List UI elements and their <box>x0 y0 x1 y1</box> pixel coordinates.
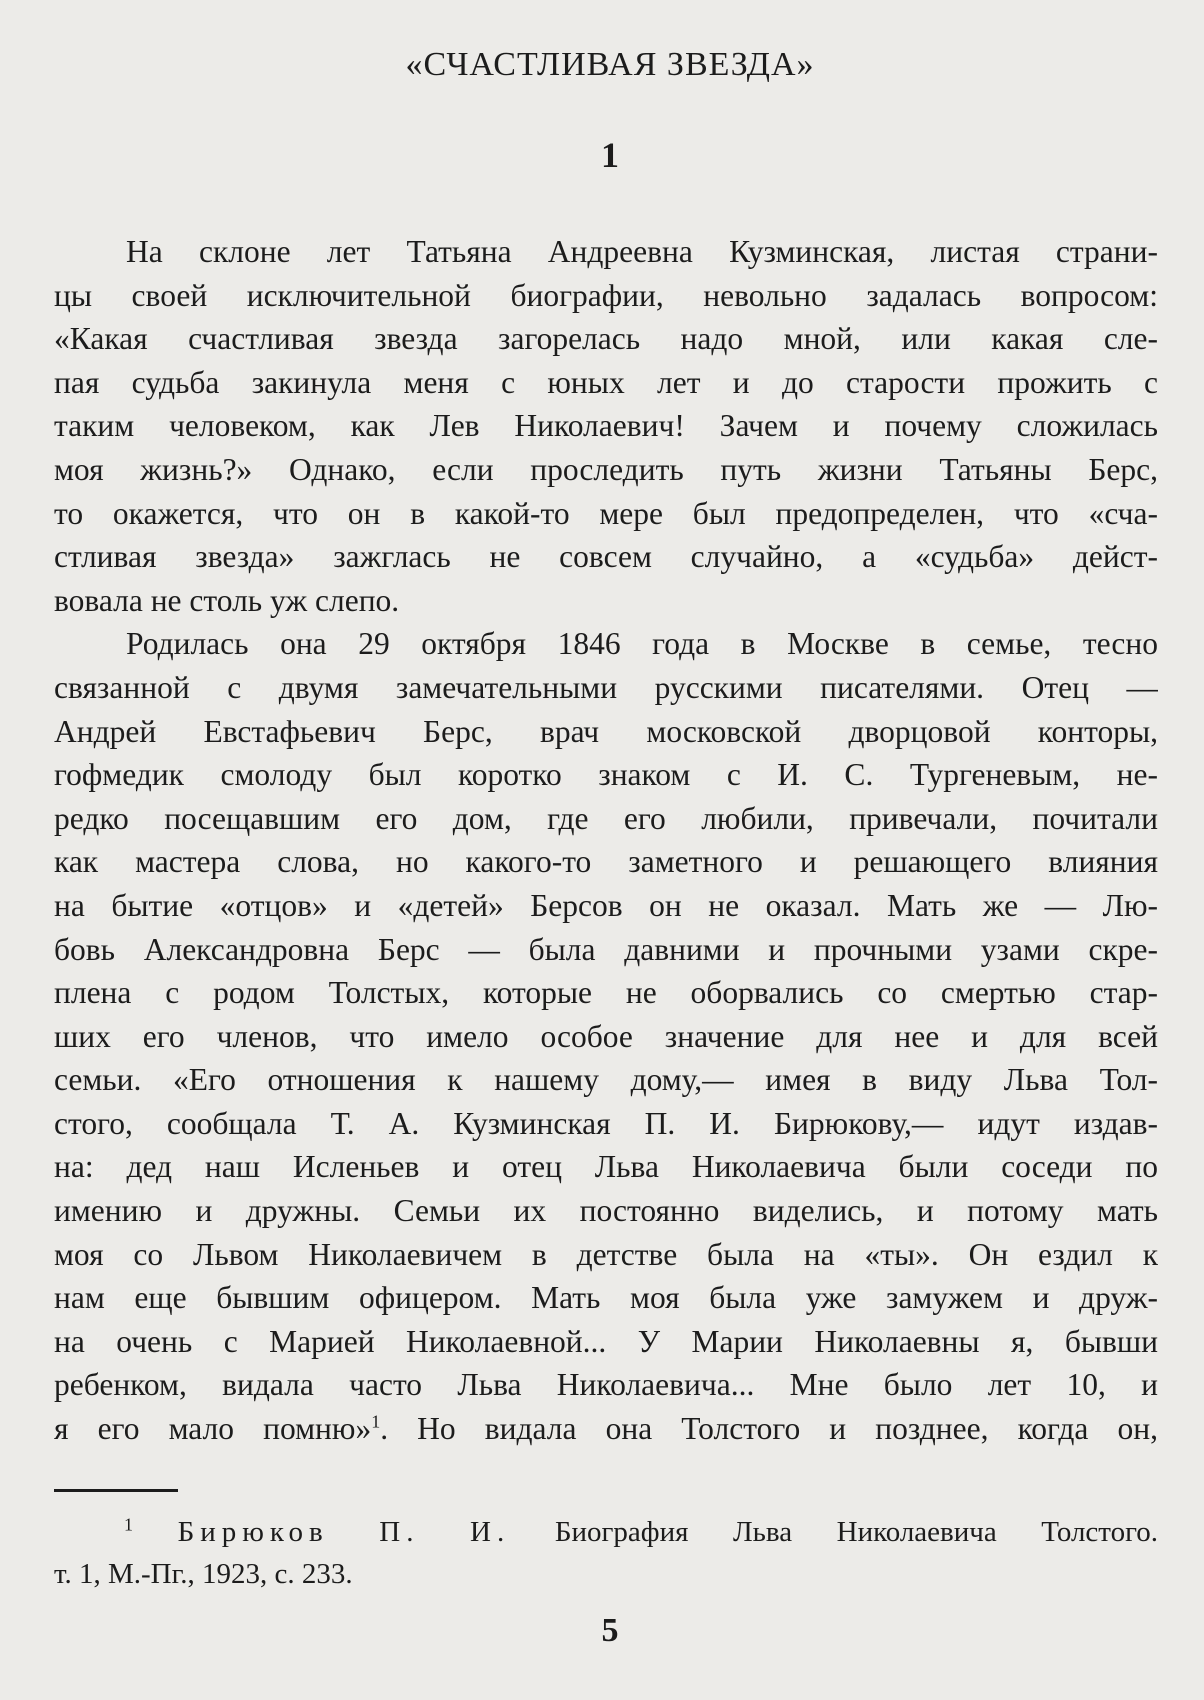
text-fragment: . Но видала она Толстого и позднее, когда он, <box>380 1411 1158 1447</box>
chapter-title: «СЧАСТЛИВАЯ ЗВЕЗДА» <box>405 46 815 83</box>
page-number: 5 <box>601 1612 619 1649</box>
text-line: ших его членов, что имело особое значение для нее и для всей <box>54 1018 1158 1054</box>
text-line: вовала не столь уж слепо. <box>54 582 400 618</box>
text-fragment: я его мало помню» <box>54 1411 372 1447</box>
text-line: на бытие «отцов» и «детей» Берсов он не оказал. Мать же — Лю- <box>54 887 1158 923</box>
text-line: стого, сообщала Т. А. Кузминская П. И. Бирюкову,— идут издав- <box>54 1105 1158 1141</box>
footnote-marker: 1 <box>124 1514 133 1535</box>
paragraph-2 <box>54 622 1158 1450</box>
text-line: моя со Львом Николаевичем в детстве была на «ты». Он ездил к <box>54 1236 1158 1272</box>
text-line: стливая звезда» зажглась не совсем случайно, а «судьба» дейст- <box>54 539 1158 575</box>
footnote-author: Бирюков П. И. <box>177 1516 511 1548</box>
footnote-divider <box>54 1489 178 1492</box>
text-line: редко посещавшим его дом, где его любили, привечали, почитали <box>54 800 1158 836</box>
text-line: Родилась она 29 октября 1846 года в Москве в семье, тесно <box>126 626 1158 662</box>
text-line: на очень с Марией Николаевной... У Марии Николаевны я, бывши <box>54 1323 1158 1359</box>
text-line: нам еще бывшим офицером. Мать моя была уже замужем и друж- <box>54 1280 1158 1316</box>
text-line: плена с родом Толстых, которые не оборвались со смертью стар- <box>54 975 1158 1011</box>
text-line: На склоне лет Татьяна Андреевна Кузминская, листая страни- <box>126 234 1158 269</box>
footnote-line: т. 1, М.-Пг., 1923, с. 233. <box>54 1558 353 1590</box>
text-line: гофмедик смолоду был коротко знаком с И. С. Тургеневым, не- <box>54 757 1158 793</box>
text-line: ребенком, видала часто Льва Николаевича... Мне было лет 10, и <box>54 1367 1158 1403</box>
text-line: таким человеком, как Лев Николаевич! Зачем и почему сложилась <box>54 408 1158 444</box>
text-line: Андрей Евстафьевич Берс, врач московской дворцовой конторы, <box>54 713 1158 749</box>
text-line: «Какая счастливая звезда загорелась надо мной, или какая сле- <box>54 321 1158 357</box>
text-line: то окажется, что он в какой-то мере был предопределен, что «сча- <box>54 495 1158 531</box>
footnote-line <box>54 1511 1158 1553</box>
text-line: имению и дружны. Семьи их постоянно виделись, и потому мать <box>54 1193 1158 1229</box>
paragraph-1 <box>54 230 1158 622</box>
text-line: моя жизнь?» Однако, если проследить путь жизни Татьяны Берс, <box>54 451 1158 487</box>
section-number: 1 <box>601 135 619 175</box>
text-line: бовь Александровна Берс — была давними и прочными узами скре- <box>54 931 1158 967</box>
text-line: пая судьба закинула меня с юных лет и до старости прожить с <box>54 364 1158 400</box>
footnote-title: Биография Льва Николаевича Толстого. <box>510 1516 1158 1548</box>
text-line: семьи. «Его отношения к нашему дому,— имея в виду Льва Тол- <box>54 1062 1158 1098</box>
text-line: как мастера слова, но какого-то заметного и решающего влияния <box>54 844 1158 880</box>
text-line-with-footnote-ref <box>54 1407 1158 1451</box>
text-line: на: дед наш Исленьев и отец Льва Николаевича были соседи по <box>54 1149 1158 1185</box>
footnote-reference[interactable]: 1 <box>371 1411 381 1432</box>
text-line: цы своей исключительной биографии, невольно задалась вопросом: <box>54 277 1158 313</box>
footnote <box>54 1511 1158 1595</box>
body-text <box>54 230 1158 1451</box>
text-line: связанной с двумя замечательными русскими писателями. Отец — <box>54 669 1158 705</box>
